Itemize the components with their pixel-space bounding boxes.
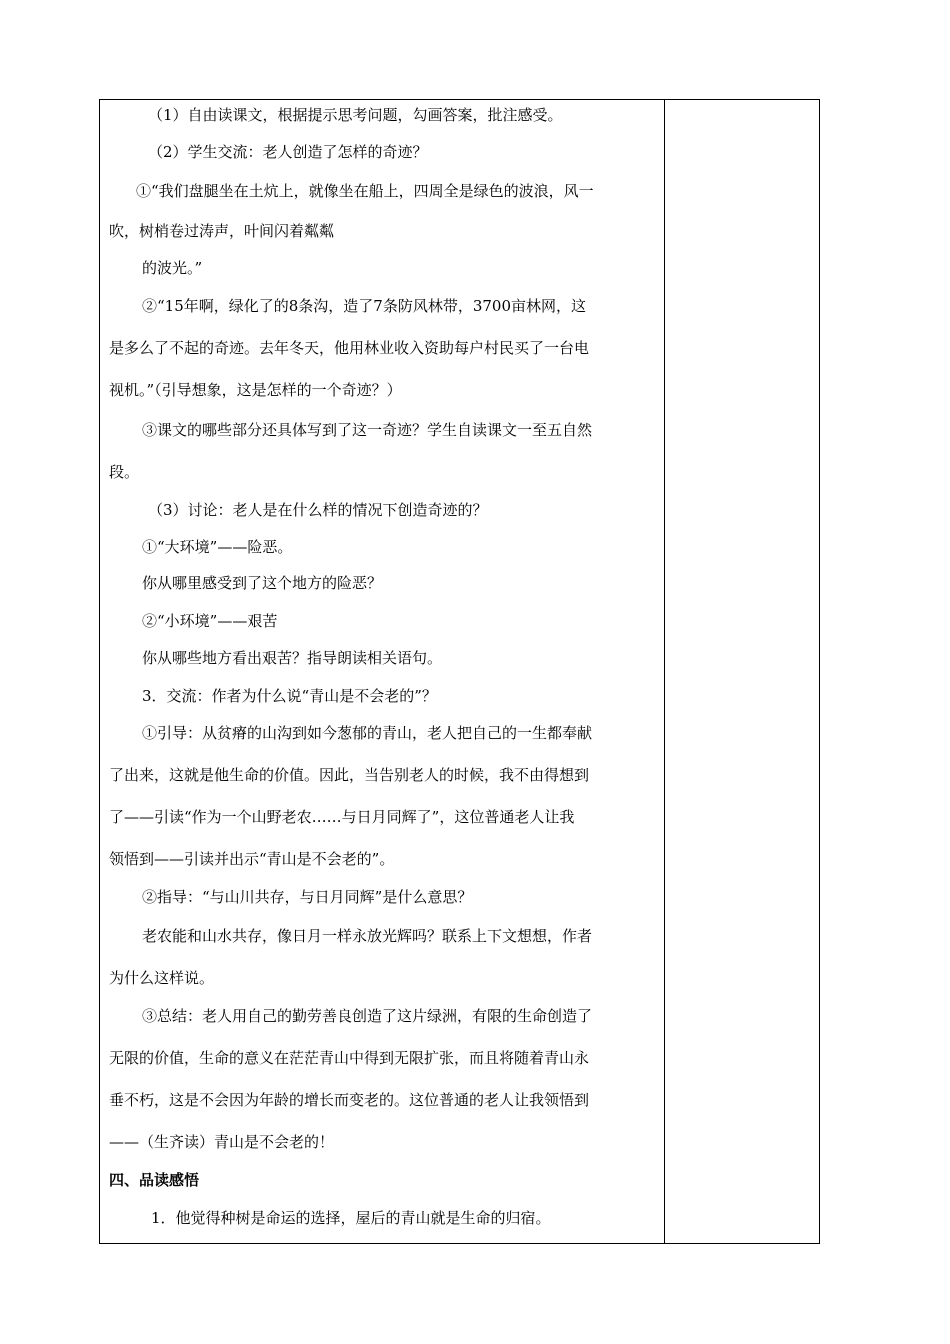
text-line: ①引导：从贫瘠的山沟到如今葱郁的青山，老人把自己的一生都奉献	[142, 724, 593, 742]
lesson-table	[99, 99, 820, 1244]
text-line: 3．交流：作者为什么说“青山是不会老的”？	[142, 687, 437, 705]
text-line: （2）学生交流：老人创造了怎样的奇迹？	[148, 143, 428, 161]
text-line: ——（生齐读）青山是不会老的！	[109, 1133, 335, 1151]
text-line: 垂不朽，这是不会因为年龄的增长而变老的。这位普通的老人让我领悟到	[109, 1091, 590, 1109]
column-divider	[664, 100, 665, 1243]
text-line: ①“大环境”——险恶。	[142, 538, 293, 556]
text-line: 段。	[109, 463, 140, 481]
text-line: ②“小环境”——艰苦	[142, 612, 278, 630]
text-line: ②“15年啊，绿化了的8条沟，造了7条防风林带，3700亩林网，这	[142, 297, 587, 315]
text-line: 吹，树梢卷过涛声，叶间闪着粼粼	[109, 222, 335, 240]
text-line: 的波光。”	[142, 259, 203, 277]
text-line: 了——引读“作为一个山野老农……与日月同辉了”，这位普通老人让我	[109, 808, 575, 826]
text-line: 领悟到——引读并出示“青山是不会老的”。	[109, 850, 395, 868]
text-line: 为什么这样说。	[109, 969, 215, 987]
text-line: （3）讨论：老人是在什么样的情况下创造奇迹的？	[148, 501, 488, 519]
text-line: ③总结：老人用自己的勤劳善良创造了这片绿洲，有限的生命创造了	[142, 1007, 593, 1025]
text-line: 无限的价值，生命的意义在茫茫青山中得到无限扩张，而且将随着青山永	[109, 1049, 590, 1067]
text-line: （1）自由读课文，根据提示思考问题，勾画答案，批注感受。	[148, 106, 563, 124]
text-line: ①“我们盘腿坐在土炕上，就像坐在船上，四周全是绿色的波浪，风一	[136, 182, 594, 200]
text-line: 你从哪里感受到了这个地方的险恶？	[142, 574, 383, 592]
section-heading: 四、品读感悟	[109, 1171, 200, 1189]
text-line: 你从哪些地方看出艰苦？指导朗读相关语句。	[142, 649, 443, 667]
text-line: 视机。”（引导想象，这是怎样的一个奇迹？）	[109, 381, 402, 399]
text-line: 了出来，这就是他生命的价值。因此，当告别老人的时候，我不由得想到	[109, 766, 590, 784]
text-line: 是多么了不起的奇迹。去年冬天，他用林业收入资助每户村民买了一台电	[109, 339, 590, 357]
text-line: ②指导：“与山川共存，与日月同辉”是什么意思？	[142, 888, 473, 906]
text-line: ③课文的哪些部分还具体写到了这一奇迹？学生自读课文一至五自然	[142, 421, 593, 439]
text-line: 1．他觉得种树是命运的选择，屋后的青山就是生命的归宿。	[151, 1209, 551, 1227]
text-line: 老农能和山水共存，像日月一样永放光辉吗？联系上下文想想，作者	[142, 927, 593, 945]
